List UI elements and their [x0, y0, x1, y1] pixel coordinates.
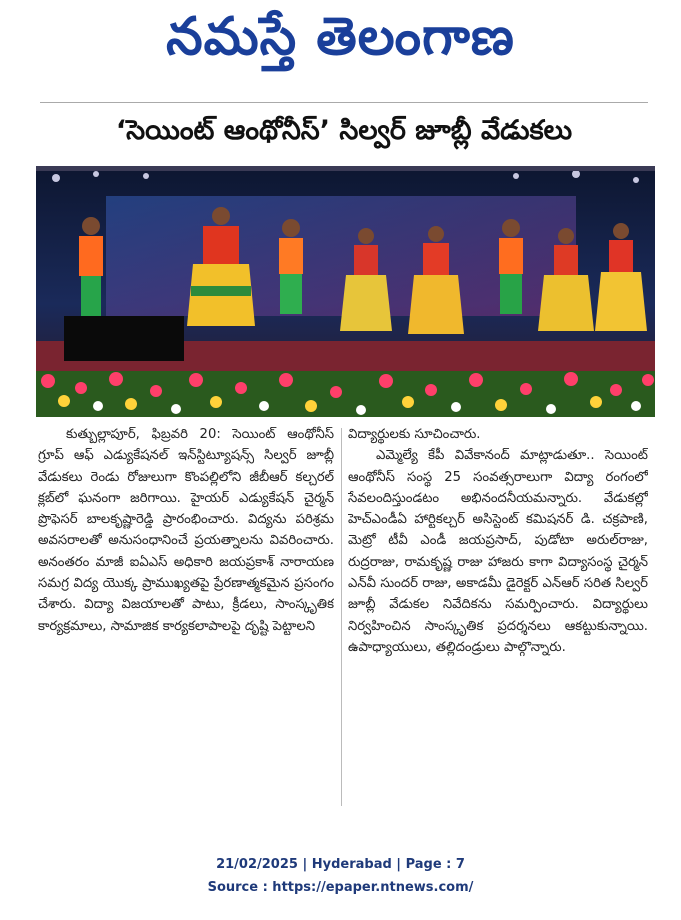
article-paragraph: విద్యార్థులకు సూచించారు.: [348, 427, 481, 442]
column-divider: [341, 428, 342, 806]
masthead-title: నమస్తే తెలంగాణ: [166, 6, 515, 67]
article-photo: [36, 166, 655, 417]
article-paragraph: ఎమ్మెల్యే కేపీ వివేకానంద్ మాట్లాడుతూ.. సెయింట్ ఆంథోనీస్ సంస్థ 25 సంవత్సరాలుగా విద్యా రంగంలో సేవలందిస్తుండటం అభినందనీయమన్నారు. వేడుకల్లో హెచ్‌ఎండీఏ హార్టికల్చర్ అసిస్టెంట్ కమిషనర్ డి. చక్రపాణి, మెట్రో టీవీ ఎండీ జయప్రసాద్, పుడోటా అరుల్‌రాజు, రుద్రరాజు, రామకృష్ణ రాజు హాజరు కాగా విద్యాసంస్థ చైర్మన్ ఎన్‌వీ సుందర్ రాజు, అకాడమీ డైరెక్టర్ ఎన్‌ఆర్ సరిత సిల్వర్ జూబ్లీ వేడుకల నివేదికను సమర్పించారు. విద్యార్థులు నిర్వహించిన సాంస్కృతిక ప్రదర్శనలు ఆకట్టుకున్నాయి. ఉపాధ్యాయులు, తల్లిదండ్రులు పాల్గొన్నారు.: [348, 448, 648, 655]
edition-info: 21/02/2025 | Hyderabad | Page : 7: [216, 857, 465, 872]
source-link[interactable]: Source : https://epaper.ntnews.com/: [207, 880, 474, 895]
masthead-rule: [40, 102, 648, 103]
article-column-right: [348, 424, 648, 814]
article-column-left: [38, 424, 334, 814]
article-headline: ‘సెయింట్ ఆంథోనీస్’ సిల్వర్ జూబ్లీ వేడుకలు: [115, 115, 573, 146]
article-paragraph: కుత్బుల్లాపూర్, ఫిబ్రవరి 20: సెయింట్ ఆంథోనీస్ గ్రూప్ ఆఫ్ ఎడ్యుకేషనల్ ఇన్‌స్టిట్యూషన్స్ సిల్వర్ జూబ్లీ వేడుకలు రెండు రోజులుగా కొంపల్లిలోని జీబీఆర్ కల్చరల్ క్లబ్‌లో ఘనంగా జరిగాయి. హైయర్ ఎడ్యుకేషన్ చైర్మన్ ప్రొఫెసర్ బాలకృష్ణారెడ్డి ప్రారంభించారు. విద్యను పరిశ్రమ అవసరాలతో అనుసంధానించే ప్రయత్నాలను వివరించారు. అనంతరం మాజీ ఐఏఎస్ అధికారి జయప్రకాశ్ నారాయణ సమగ్ర విద్య యొక్క ప్రాముఖ్యతపై ప్రేరణాత్మకమైన ప్రసంగం చేశారు. విద్యా విజయాలతో పాటు, క్రీడలు, సాంస్కృతిక కార్యక్రమాలు, సామాజిక కార్యకలాపాలపై దృష్టి పెట్టాలని: [38, 427, 334, 634]
dance-performance-photo: [36, 166, 655, 417]
newspaper-masthead: [0, 8, 681, 78]
